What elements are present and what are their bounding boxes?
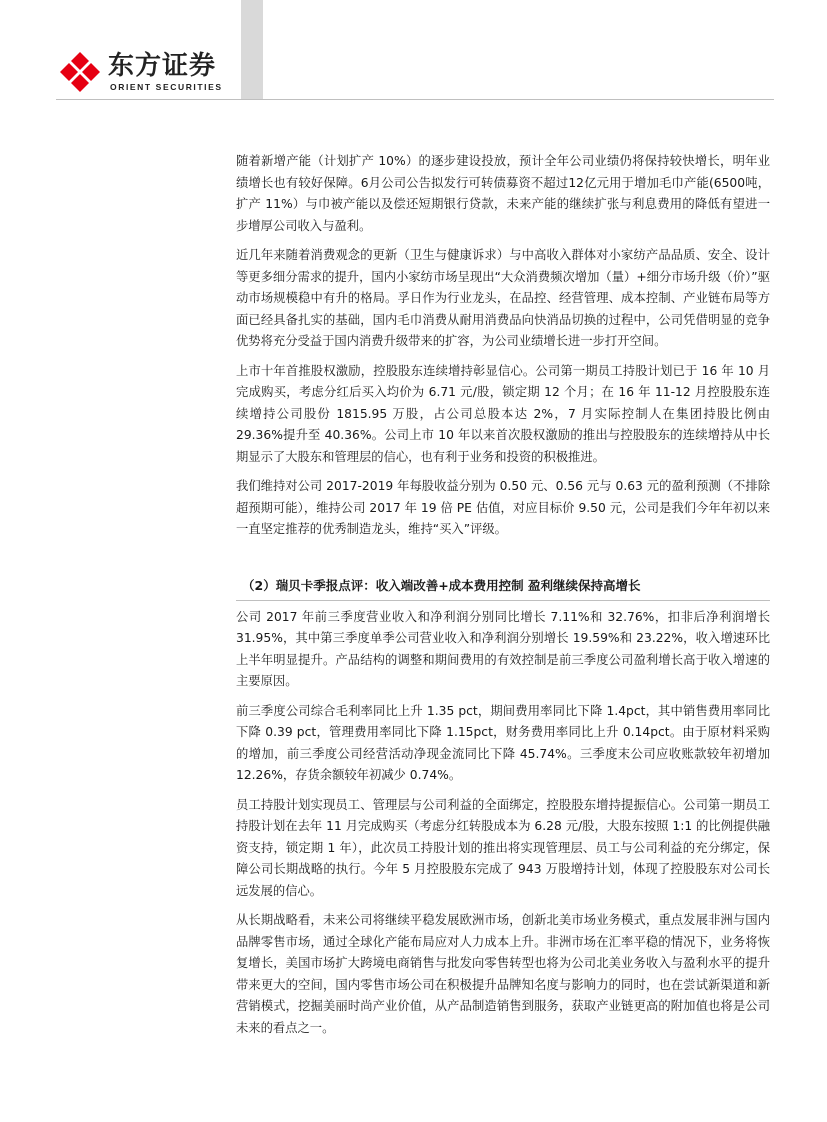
paragraph: 近几年来随着消费观念的更新（卫生与健康诉求）与中高收入群体对小家纺产品品质、安全、设计等更多细分需求的提升，国内小家纺市场呈现出“大众消费频次增加（量）+细分市场升级（价）”驱动市场规模稳中有升的格局。孚日作为行业龙头，在品控、经营管理、成本控制、产业链布局等方面已经具备扎实的基础，国内毛巾消费从耐用消费品向快消品切换的过程中，公司凭借明显的竞争优势将充分受益于国内消费升级带来的扩容，为公司业绩增长进一步打开空间。 bbox=[236, 248, 770, 348]
orient-logo-icon bbox=[58, 50, 102, 94]
paragraph: 从长期战略看，未来公司将继续平稳发展欧洲市场，创新北美市场业务模式，重点发展非洲与国内品牌零售市场，通过全球化产能布局应对人力成本上升。非洲市场在汇率平稳的情况下，业务将恢复增长，美国市场扩大跨境电商销售与批发向零售转型也将为公司北美业务收入与盈利水平的提升带来更大的空间，国内零售市场公司在积极提升品牌知名度与影响力的同时，也在尝试新渠道和新营销模式，挖掘美丽时尚产业价值，从产品制造销售到服务，获取产业链更高的附加值也将是公司未来的看点之一。 bbox=[236, 913, 770, 1035]
paragraph: 随着新增产能（计划扩产 10%）的逐步建设投放，预计全年公司业绩仍将保持较快增长，明年业绩增长也有较好保障。6月公司公告拟发行可转债募资不超过12亿元用于增加毛巾产能(6500吨，扩产 11%）与巾被产能以及偿还短期银行贷款，未来产能的继续扩张与利息费用的降低有望进一步增厚公司收入与盈利。 bbox=[236, 154, 770, 233]
section-divider bbox=[236, 600, 770, 601]
paragraph: 公司 2017 年前三季度营业收入和净利润分别同比增长 7.11%和 32.76%，扣非后净利润增长 31.95%，其中第三季度单季公司营业收入和净利润分别增长 19.59%和 23.22%，收入增速环比上半年明显提升。产品结构的调整和期间费用的有效控制是前三季度公司盈利增长高于收入增速的主要原因。 bbox=[236, 609, 770, 688]
logo-english-name: ORIENT SECURITIES bbox=[110, 82, 223, 92]
report-body bbox=[236, 151, 770, 1047]
header-decor-bar bbox=[241, 0, 263, 100]
company-logo bbox=[58, 50, 228, 96]
paragraph: 上市十年首推股权激励，控股股东连续增持彰显信心。公司第一期员工持股计划已于 16 年 10 月完成购买，考虑分红后买入均价为 6.71 元/股，锁定期 12 个月；在 16 年 11-12 月控股股东连续增持公司股份 1815.95 万股，占公司总股本达 2%，7 月实际控制人在集团持股比例由 29.36%提升至 40.36%。公司上市 10 年以来首次股权激励的推出与控股股东的连续增持从中长期显示了大股东和管理层的信心，也有利于业务和投资的积极推进。 bbox=[236, 363, 770, 464]
paragraph: 我们维持对公司 2017-2019 年每股收益分别为 0.50 元、0.56 元与 0.63 元的盈利预测（不排除超预期可能），维持公司 2017 年 19 倍 PE 估值，对应目标价 9.50 元，公司是我们今年年初以来一直坚定推荐的优秀制造龙头，维持“买入”评级。 bbox=[236, 479, 770, 536]
header-divider bbox=[56, 99, 774, 100]
logo-chinese-name: 东方证券 bbox=[108, 51, 217, 81]
paragraph: 前三季度公司综合毛利率同比上升 1.35 pct，期间费用率同比下降 1.4pct，其中销售费用率同比下降 0.39 pct，管理费用率同比下降 1.15pct，财务费用率同比上升 0.14pct。由于原材料采购的增加，前三季度公司经营活动净现金流同比下降 45.74%。三季度末公司应收账款较年初增加 12.26%，存货余额较年初减少 0.74%。 bbox=[236, 703, 770, 782]
paragraph: 员工持股计划实现员工、管理层与公司利益的全面绑定，控股股东增持提振信心。公司第一期员工持股计划在去年 11 月完成购买（考虑分红转股成本为 6.28 元/股，大股东按照 1:1 的比例提供融资支持，锁定期 1 年），此次员工持股计划的推出将实现管理层、员工与公司利益的充分绑定，保障公司长期战略的执行。今年 5 月控股股东完成了 943 万股增持计划，体现了控股股东对公司长远发展的信心。 bbox=[236, 797, 770, 898]
section-heading: （2）瑞贝卡季报点评：收入端改善+成本费用控制 盈利继续保持高增长 bbox=[242, 577, 641, 593]
section-spacer bbox=[236, 549, 770, 575]
